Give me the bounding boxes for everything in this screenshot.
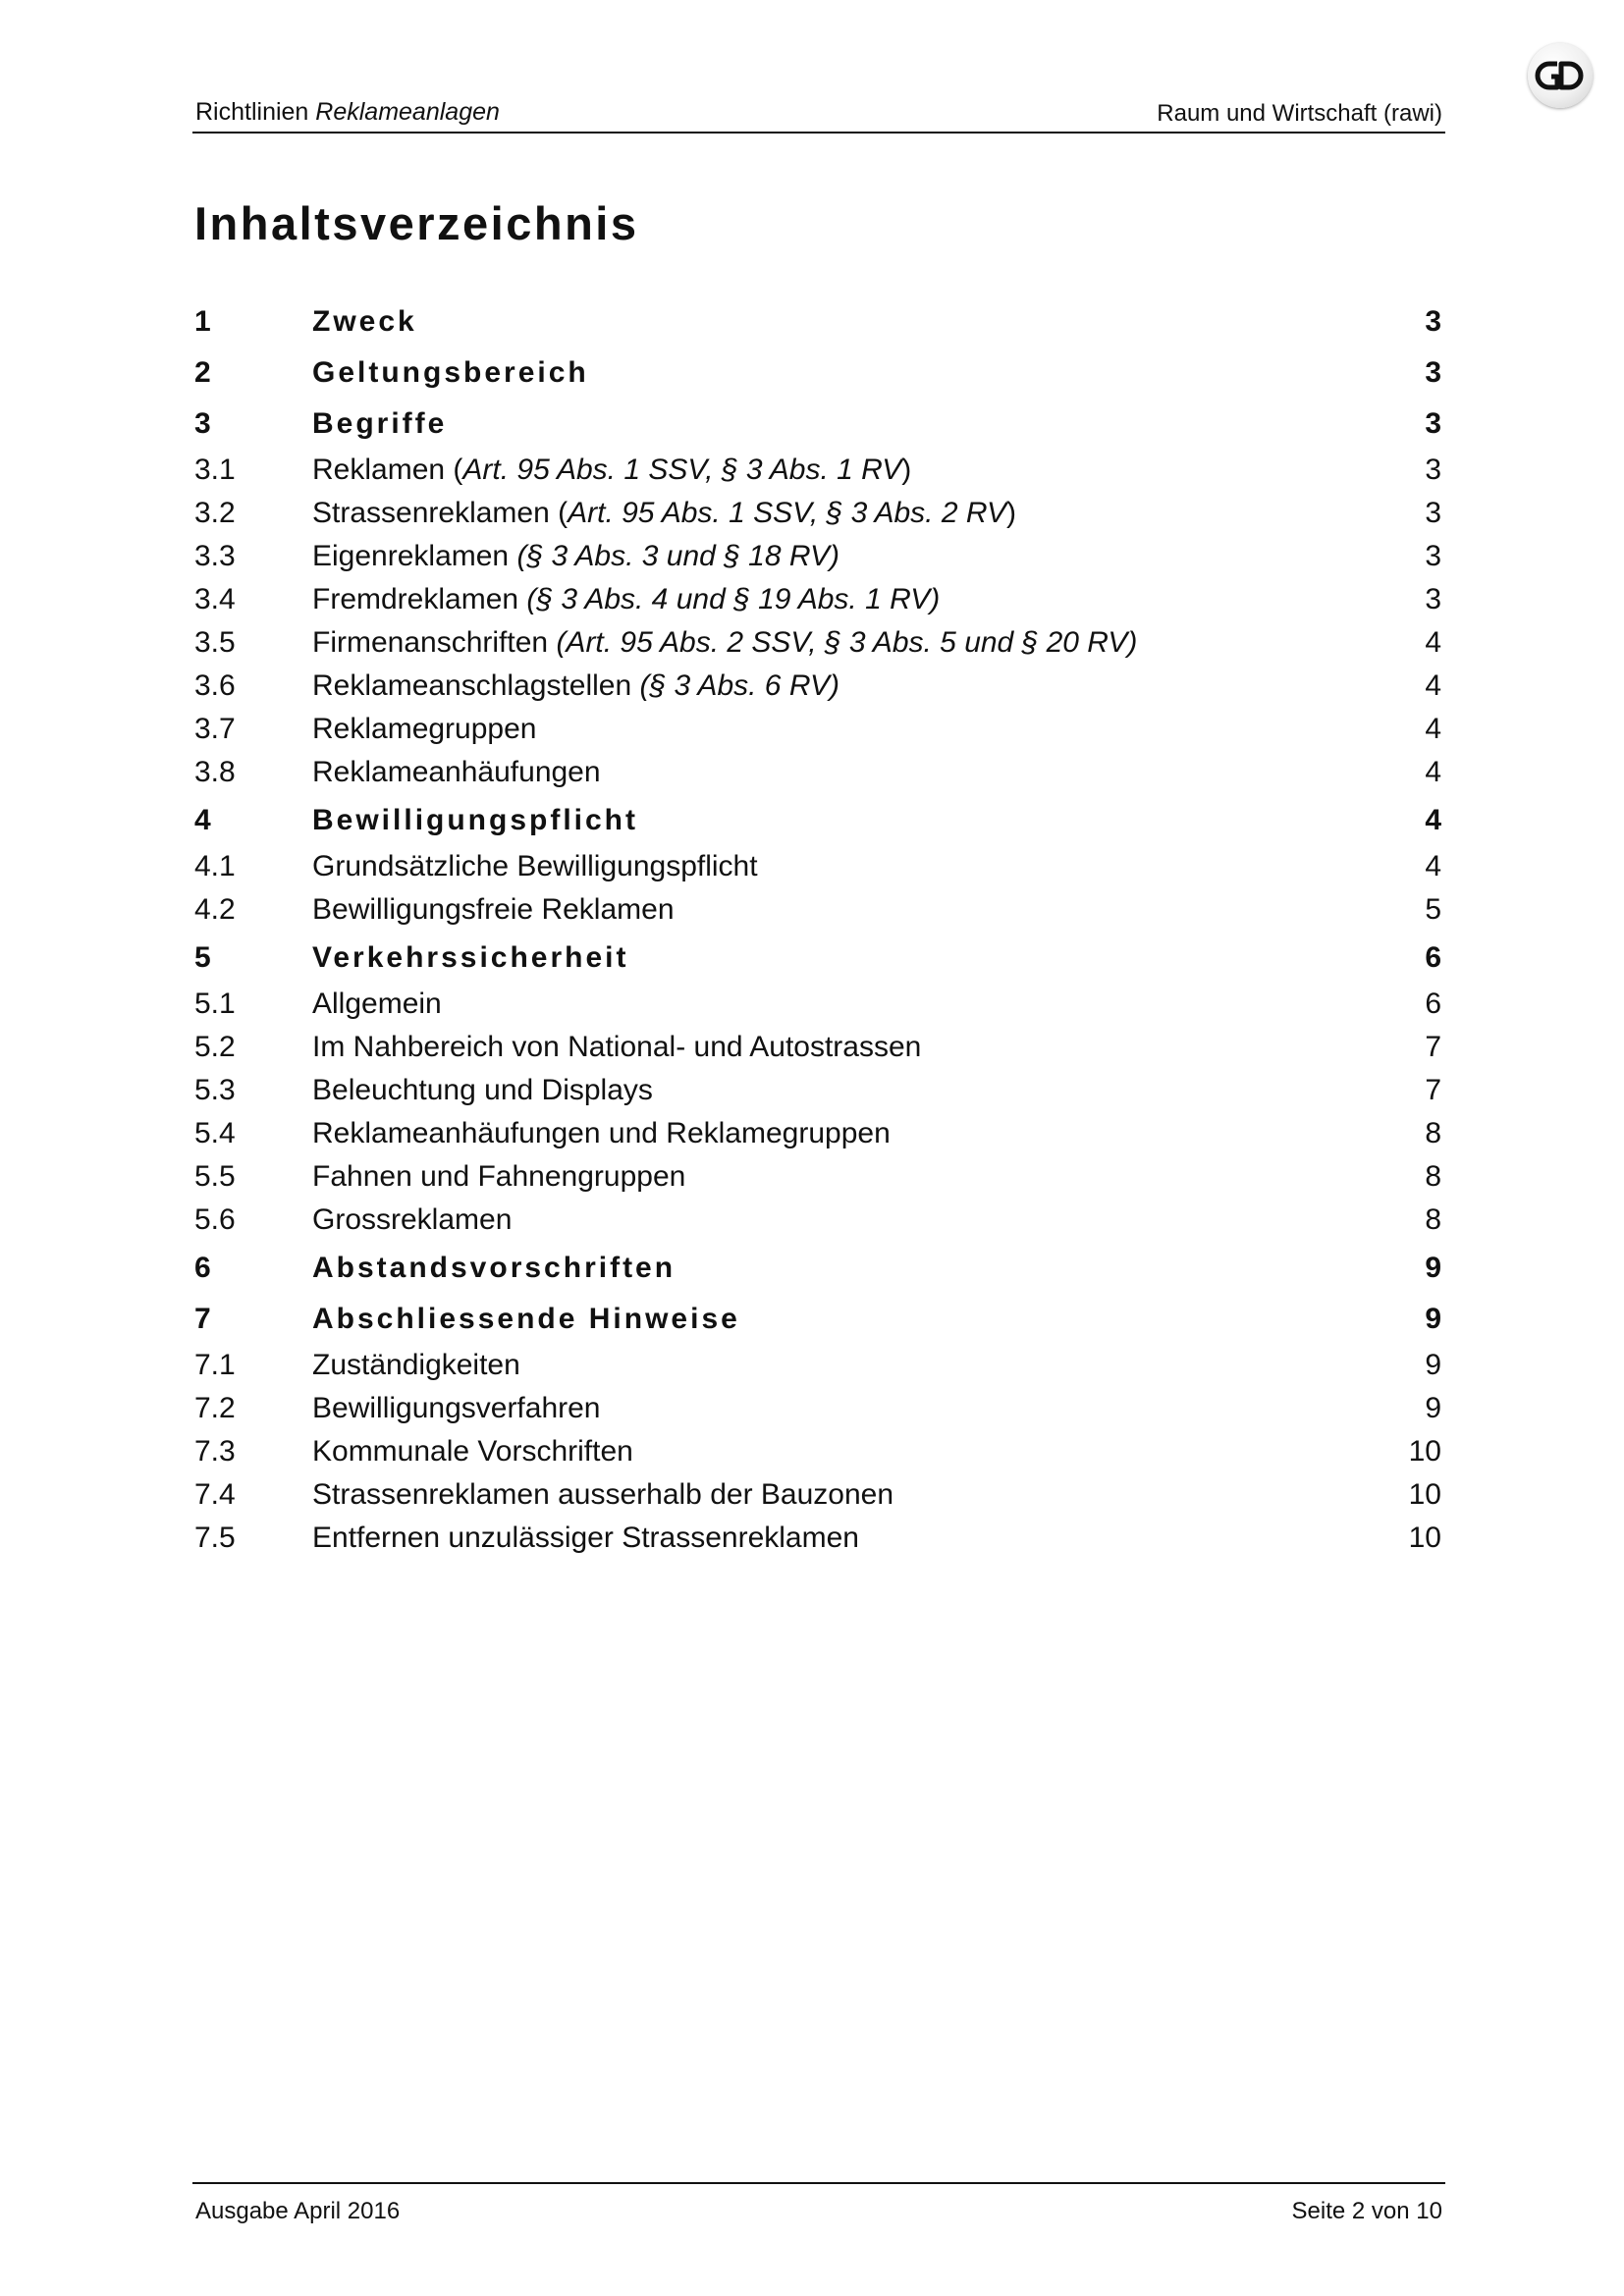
toc-entry-title (312, 1114, 891, 1153)
toc-entry[interactable] (194, 494, 1441, 533)
toc-entry-page: 8 (1425, 1203, 1441, 1236)
toc-entry-title (312, 1346, 520, 1385)
toc-entry-number: 7.3 (194, 1435, 236, 1468)
toc-entry-title (312, 938, 629, 978)
toc-entry-title (312, 1201, 512, 1240)
toc-entry-title (312, 985, 442, 1024)
toc-entry[interactable] (194, 580, 1441, 619)
toc-entry[interactable] (194, 1249, 1441, 1288)
toc-entry-number: 5.5 (194, 1160, 236, 1193)
toc-entry-label: Reklameanhäufungen (312, 756, 601, 788)
toc-entry-page: 9 (1425, 1303, 1441, 1335)
toc-entry-page: 10 (1408, 1522, 1441, 1554)
toc-entry-reference: Art. 95 Abs. 1 SSV, § 3 Abs. 2 RV (568, 497, 1007, 529)
toc-entry-label: Bewilligungsfreie Reklamen (312, 893, 675, 926)
toc-entry[interactable] (194, 1071, 1441, 1110)
toc-entry-suffix: ) (1006, 497, 1017, 529)
toc-entry[interactable] (194, 1201, 1441, 1240)
toc-entry-title (312, 667, 839, 706)
toc-entry[interactable] (194, 537, 1441, 576)
toc-entry-title (312, 1157, 685, 1197)
toc-entry[interactable] (194, 710, 1441, 749)
toc-entry[interactable] (194, 1389, 1441, 1428)
toc-entry-page: 4 (1425, 669, 1441, 702)
toc-entry[interactable] (194, 623, 1441, 663)
toc-entry-title (312, 710, 536, 749)
toc-entry[interactable] (194, 1300, 1441, 1339)
toc-entry-label: Strassenreklamen ausserhalb der Bauzonen (312, 1478, 894, 1511)
toc-entry-label: Abschliessende Hinweise (312, 1303, 740, 1335)
toc-entry-number: 7.5 (194, 1522, 236, 1554)
toc-entry-label: Zweck (312, 305, 417, 338)
toc-entry-label: Reklamen ( (312, 454, 463, 486)
toc-entry[interactable] (194, 938, 1441, 978)
footer-left: Ausgabe April 2016 (195, 2198, 401, 2224)
toc-entry-page: 3 (1425, 407, 1441, 440)
toc-entry[interactable] (194, 985, 1441, 1024)
toc-entry-reference: (§ 3 Abs. 6 RV) (639, 669, 839, 702)
toc-entry-label: Firmenanschriften (312, 626, 557, 659)
header-left-italic: Reklameanlagen (315, 98, 500, 126)
toc-entry-reference: Art. 95 Abs. 1 SSV, § 3 Abs. 1 RV (462, 454, 902, 486)
toc-entry-label: Strassenreklamen ( (312, 497, 568, 529)
toc-entry-number: 1 (194, 305, 211, 338)
toc-entry-page: 4 (1425, 756, 1441, 788)
toc-entry-label: Im Nahbereich von National- und Autostrassen (312, 1031, 922, 1063)
toc-entry-number: 3.6 (194, 669, 236, 702)
gd-logo-icon (1528, 43, 1593, 108)
toc-entry[interactable] (194, 451, 1441, 490)
toc-entry-number: 3.5 (194, 626, 236, 659)
toc-entry-page: 7 (1425, 1031, 1441, 1063)
toc-entry-number: 4 (194, 804, 211, 836)
toc-entry-reference: (§ 3 Abs. 4 und § 19 Abs. 1 RV) (526, 583, 941, 615)
toc-entry-label: Geltungsbereich (312, 356, 589, 389)
toc-entry-number: 5.3 (194, 1074, 236, 1106)
toc-entry-page: 3 (1425, 454, 1441, 486)
toc-entry-number: 3.4 (194, 583, 236, 615)
toc-entry-title (312, 753, 601, 792)
toc-entry-page: 5 (1425, 893, 1441, 926)
toc-entry-label: Eigenreklamen (312, 540, 517, 572)
toc-entry-number: 5.4 (194, 1117, 236, 1149)
toc-entry-page: 8 (1425, 1160, 1441, 1193)
toc-entry[interactable] (194, 801, 1441, 840)
toc-entry[interactable] (194, 404, 1441, 444)
toc-entry-label: Fahnen und Fahnengruppen (312, 1160, 686, 1193)
toc-entry-title (312, 1432, 633, 1471)
toc-entry-title (312, 1300, 740, 1339)
toc-entry-number: 5.2 (194, 1031, 236, 1063)
toc-entry-label: Reklamegruppen (312, 713, 537, 745)
toc-entry[interactable] (194, 1432, 1441, 1471)
toc-entry-number: 2 (194, 356, 211, 389)
toc-entry-suffix: ) (901, 454, 912, 486)
toc-entry-label: Bewilligungspflicht (312, 804, 638, 836)
toc-entry[interactable] (194, 1114, 1441, 1153)
toc-entry-title (312, 494, 1016, 533)
toc-entry-page: 9 (1425, 1349, 1441, 1381)
toc-entry-number: 3.3 (194, 540, 236, 572)
toc-entry[interactable] (194, 1028, 1441, 1067)
toc-entry-label: Reklameanschlagstellen (312, 669, 640, 702)
toc-entry-number: 7 (194, 1303, 211, 1335)
gd-logo-mark (1528, 43, 1593, 108)
toc-entry-page: 3 (1425, 356, 1441, 389)
toc-entry-label: Entfernen unzulässiger Strassenreklamen (312, 1522, 859, 1554)
toc-entry-label: Allgemein (312, 988, 442, 1020)
toc-entry-title (312, 580, 940, 619)
toc-entry-reference: (Art. 95 Abs. 2 SSV, § 3 Abs. 5 und § 20 RV) (556, 626, 1138, 659)
toc-entry[interactable] (194, 353, 1441, 393)
toc-entry-page: 8 (1425, 1117, 1441, 1149)
toc-entry-title (312, 537, 839, 576)
header-right: Raum und Wirtschaft (rawi) (1157, 100, 1442, 127)
toc-entry-number: 4.2 (194, 893, 236, 926)
toc-entry-page: 6 (1425, 941, 1441, 974)
table-of-contents (194, 0, 1441, 1571)
toc-entry-label: Bewilligungsverfahren (312, 1392, 601, 1424)
toc-entry-page: 3 (1425, 540, 1441, 572)
toc-entry-number: 5 (194, 941, 211, 974)
toc-entry-number: 6 (194, 1252, 211, 1284)
toc-entry-label: Verkehrssicherheit (312, 941, 629, 974)
toc-entry-title (312, 1071, 653, 1110)
toc-entry-number: 5.6 (194, 1203, 236, 1236)
toc-entry-label: Reklameanhäufungen und Reklamegruppen (312, 1117, 891, 1149)
footer-right: Seite 2 von 10 (1291, 2198, 1442, 2224)
toc-entry-page: 4 (1425, 850, 1441, 882)
toc-entry-title (312, 1028, 921, 1067)
toc-entry-number: 3.2 (194, 497, 236, 529)
toc-entry-page: 3 (1425, 583, 1441, 615)
toc-entry-title (312, 353, 589, 393)
toc-entry[interactable] (194, 1475, 1441, 1515)
toc-entry-label: Fremdreklamen (312, 583, 527, 615)
toc-entry-number: 3.8 (194, 756, 236, 788)
page-title: Inhaltsverzeichnis (194, 197, 639, 249)
toc-entry-page: 7 (1425, 1074, 1441, 1106)
toc-entry-title (312, 801, 638, 840)
toc-entry-page: 4 (1425, 804, 1441, 836)
toc-entry-number: 7.2 (194, 1392, 236, 1424)
toc-entry-title (312, 302, 417, 342)
toc-entry[interactable] (194, 753, 1441, 792)
toc-entry-label: Grossreklamen (312, 1203, 513, 1236)
page-footer (192, 2182, 1445, 2223)
toc-entry-label: Abstandsvorschriften (312, 1252, 677, 1284)
toc-entry-title (312, 1249, 676, 1288)
toc-entry-page: 4 (1425, 713, 1441, 745)
toc-entry-title (312, 1389, 601, 1428)
toc-entry-label: Grundsätzliche Bewilligungspflicht (312, 850, 758, 882)
toc-entry-number: 7.4 (194, 1478, 236, 1511)
toc-entry[interactable] (194, 890, 1441, 930)
toc-entry-label: Zuständigkeiten (312, 1349, 520, 1381)
header-left-plain: Richtlinien (195, 98, 316, 126)
toc-entry-title (312, 890, 675, 930)
toc-entry-reference: (§ 3 Abs. 3 und § 18 RV) (516, 540, 839, 572)
toc-entry-page: 10 (1408, 1478, 1441, 1511)
toc-entry-number: 3 (194, 407, 211, 440)
toc-entry-page: 6 (1425, 988, 1441, 1020)
toc-entry-title (312, 623, 1137, 663)
toc-entry-title (312, 1475, 893, 1515)
toc-entry-page: 10 (1408, 1435, 1441, 1468)
toc-entry-label: Begriffe (312, 407, 448, 440)
toc-entry[interactable] (194, 1519, 1441, 1558)
toc-entry-title (312, 847, 758, 886)
toc-entry-title (312, 404, 447, 444)
toc-entry-label: Kommunale Vorschriften (312, 1435, 633, 1468)
toc-entry-page: 3 (1425, 497, 1441, 529)
toc-entry-number: 4.1 (194, 850, 236, 882)
toc-entry[interactable] (194, 667, 1441, 706)
toc-entry-title (312, 1519, 859, 1558)
toc-entry-title (312, 451, 911, 490)
toc-entry-page: 4 (1425, 626, 1441, 659)
toc-entry-number: 3.1 (194, 454, 236, 486)
toc-entry-page: 9 (1425, 1252, 1441, 1284)
toc-entry-number: 7.1 (194, 1349, 236, 1381)
toc-entry-page: 3 (1425, 305, 1441, 338)
toc-entry-label: Beleuchtung und Displays (312, 1074, 653, 1106)
toc-entry-page: 9 (1425, 1392, 1441, 1424)
toc-entry[interactable] (194, 1346, 1441, 1385)
toc-entry[interactable] (194, 847, 1441, 886)
toc-entry[interactable] (194, 1157, 1441, 1197)
toc-entry[interactable] (194, 302, 1441, 342)
toc-entry-number: 3.7 (194, 713, 236, 745)
toc-entry-number: 5.1 (194, 988, 236, 1020)
